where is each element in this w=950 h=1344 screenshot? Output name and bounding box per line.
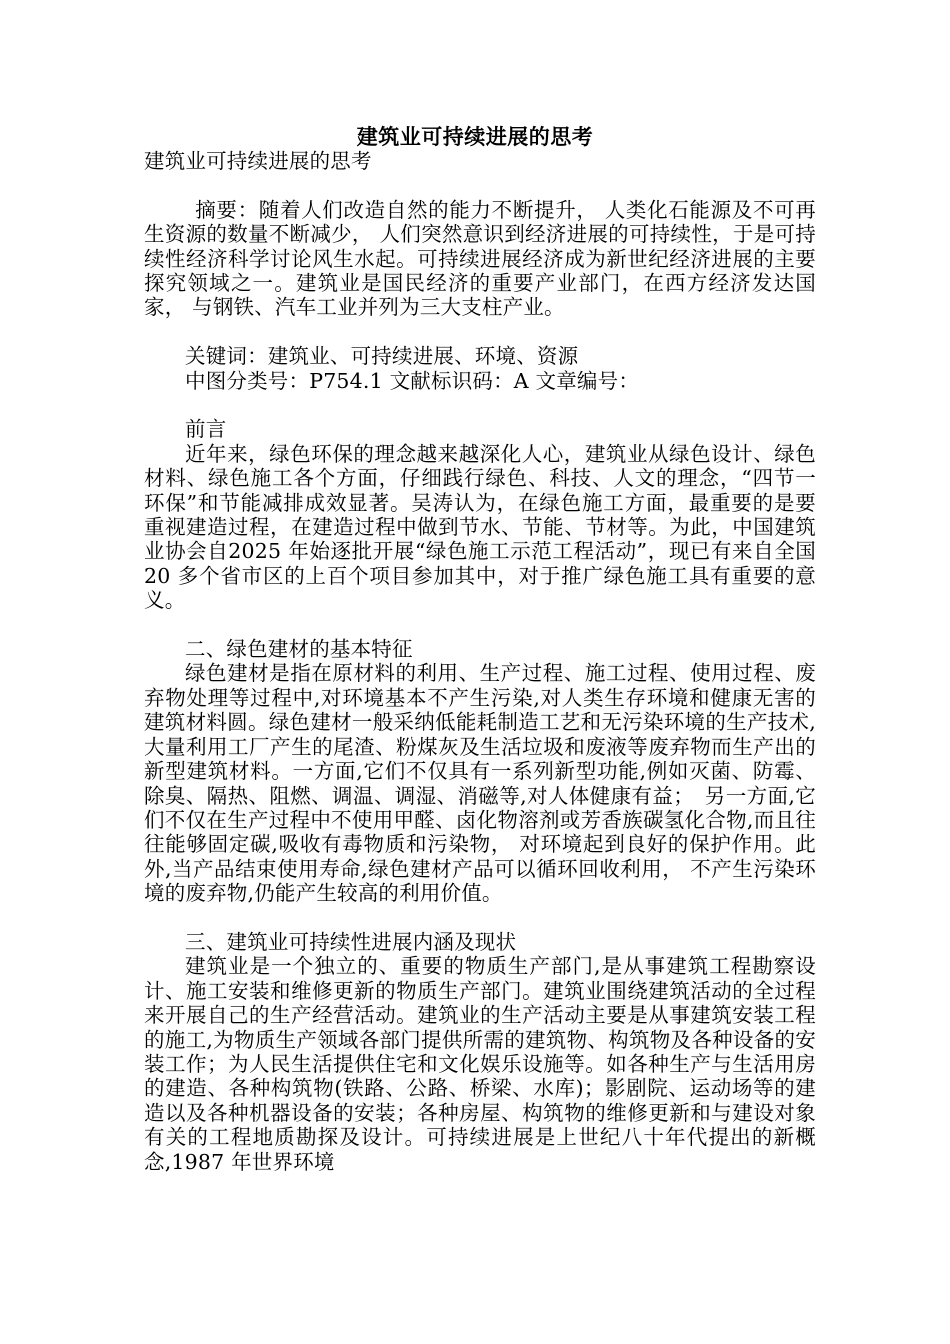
classification-line: 中图分类号：P754.1 文献标识码：A 文章编号： — [185, 368, 640, 393]
section2-heading: 二、绿色建材的基本特征 — [185, 637, 413, 662]
spacer — [144, 393, 816, 417]
spacer — [144, 906, 816, 930]
spacer — [144, 613, 816, 637]
preface-paragraph: 近年来，绿色环保的理念越来越深化人心，建筑业从绿色设计、绿色材料、绿色施工各个方面，仔细践行绿色、科技、人文的理念，“四节一环保”和节能减排成效显著。吴涛认为，在绿色施工方面，最重要的是要重视建造过程，在建造过程中做到节水、节能、节材等。为此，中国建筑业协会自2025 年始逐批开展“绿色施工示范工程活动”，现已有来自全国20 多个省市区的上百个项目参加其中，对于推广绿色施工具有重要的意义。 — [144, 441, 816, 613]
spacer — [144, 173, 816, 197]
keywords-line: 关键词：建筑业、可持续进展、环境、资源 — [185, 344, 579, 369]
document-title: 建筑业可持续进展的思考 — [356, 124, 594, 149]
spacer — [144, 320, 816, 344]
preface-heading: 前言 — [185, 417, 227, 442]
document-subtitle: 建筑业可持续进展的思考 — [144, 149, 372, 173]
abstract-paragraph: 摘要：随着人们改造自然的能力不断提升， 人类化石能源及不可再生资源的数量不断减少， 人们突然意识到经济进展的可持续性，于是可持续性经济科学讨论风生水起。可持续进展经济成为新世纪经济进展的主要探究领域之一。建筑业是国民经济的重要产业部门，在西方经济发达国家， 与钢铁、汽车工业并列为三大支柱产业。 — [144, 197, 816, 320]
section3-paragraph: 建筑业是一个独立的、重要的物质生产部门,是从事建筑工程勘察设计、施工安装和维修更新的物质生产部门。建筑业围绕建筑活动的全过程来开展自己的生产经营活动。建筑业的生产活动主要是从事建筑安装工程的施工,为物质生产领域各部门提供所需的建筑物、构筑物及各种设备的安装工作；为人民生活提供住宅和文化娱乐设施等。如各种生产与生活用房的建造、各种构筑物(铁路、公路、桥梁、水库)；影剧院、运动场等的建造以及各种机器设备的安装；各种房屋、构筑物的维修更新和与建设对象有关的工程地质勘探及设计。可持续进展是上世纪八十年代提出的新概念,1987 年世界环境 — [144, 954, 816, 1174]
section3-heading: 三、建筑业可持续性进展内涵及现状 — [185, 929, 517, 954]
document-body — [144, 149, 816, 1174]
section2-paragraph: 绿色建材是指在原材料的利用、生产过程、施工过程、使用过程、废弃物处理等过程中,对环境基本不产生污染,对人类生存环境和健康无害的建筑材料圆。绿色建材一般采纳低能耗制造工艺和无污染环境的生产技术,大量利用工厂产生的尾渣、粉煤灰及生活垃圾和废液等废弃物而生产出的新型建筑材料。一方面,它们不仅具有一系列新型功能,例如灭菌、防霉、除臭、隔热、阻燃、调温、调湿、消磁等,对人体健康有益； 另一方面,它们不仅在生产过程中不使用甲醛、卤化物溶剂或芳香族碳氢化合物,而且往往能够固定碳,吸收有毒物质和污染物， 对环境起到良好的保护作用。此外,当产品结束使用寿命,绿色建材产品可以循环回收利用， 不产生污染环境的废弃物,仍能产生较高的利用价值。 — [144, 661, 816, 906]
